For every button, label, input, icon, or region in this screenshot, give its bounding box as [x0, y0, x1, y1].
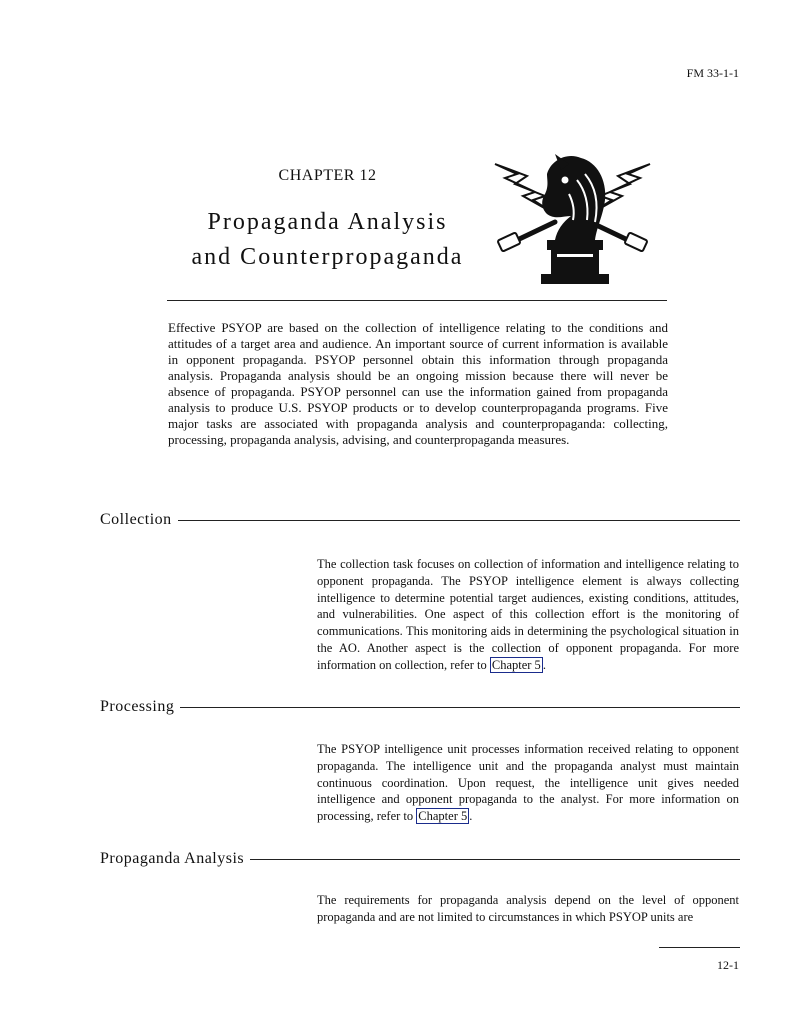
section-heading-label: Collection — [100, 511, 172, 528]
chapter-title-line-1: Propaganda Analysis — [207, 209, 448, 235]
chapter-label: CHAPTER 12 — [278, 167, 377, 184]
chapter-5-link[interactable]: Chapter 5 — [491, 657, 541, 672]
chapter-5-link[interactable]: Chapter 5 — [418, 809, 468, 824]
processing-paragraph — [317, 741, 739, 825]
section-heading-rule — [180, 707, 740, 708]
chapter-title-line-2: and Counterpropaganda — [191, 244, 464, 270]
collection-text-end: . — [542, 657, 546, 672]
section-heading-label: Propaganda Analysis — [100, 850, 245, 867]
section-heading-processing — [100, 698, 740, 716]
psyop-knight-insignia-icon — [485, 150, 660, 290]
section-heading-collection — [100, 511, 740, 529]
collection-text: The collection task focuses on collection of information and intelligence relating to opponent propaganda. The PSYOP intelligence element is always collecting intelligence to determine potential target audiences, existing conditions, attitudes, and vulnerabilities. One aspect of this collection effort is the monitoring of communications. This monitoring aids in determining the psychological situation in the AO. Another aspect is the collection of opponent propaganda. For more information on collection, refer to — [317, 557, 739, 672]
chapter-intro-paragraph: Effective PSYOP are based on the collection of intelligence relating to the conditions and attitudes of a target area and audience. An important source of current information is available in opponent propaganda. PSYOP personnel obtain this information through propaganda analysis. Propaganda analysis should be an ongoing mission because there will never be absence of propaganda. PSYOP personnel can use the information gained from propaganda analysis to produce U.S. PSYOP products or to develop counterpropaganda programs. Five major tasks are associated with propaganda analysis and counterpropaganda: collecting, processing, propaganda analysis, advising, and counterpropaganda measures. — [168, 320, 668, 447]
section-heading-propaganda-analysis — [100, 850, 740, 868]
propaganda-analysis-paragraph: The requirements for propaganda analysis depend on the level of opponent propaganda and are not limited to circumstances in which PSYOP units are — [317, 893, 739, 924]
footer-rule — [659, 947, 740, 948]
chapter-divider — [167, 300, 667, 301]
page-number: 12-1 — [717, 958, 739, 972]
section-heading-label: Processing — [100, 698, 175, 715]
page-header-doc-id: FM 33-1-1 — [686, 66, 739, 80]
section-heading-rule — [250, 859, 740, 860]
section-heading-rule — [178, 520, 740, 521]
processing-text-end: . — [469, 809, 473, 824]
collection-paragraph — [317, 556, 739, 674]
processing-text: The PSYOP intelligence unit processes information received relating to opponent propaganda. The intelligence unit and the propaganda analyst must maintain continuous coordination. Upon request, the intelligence unit gives needed intelligence and opponent propaganda to the analyst. For more information on processing, refer to — [317, 742, 739, 824]
